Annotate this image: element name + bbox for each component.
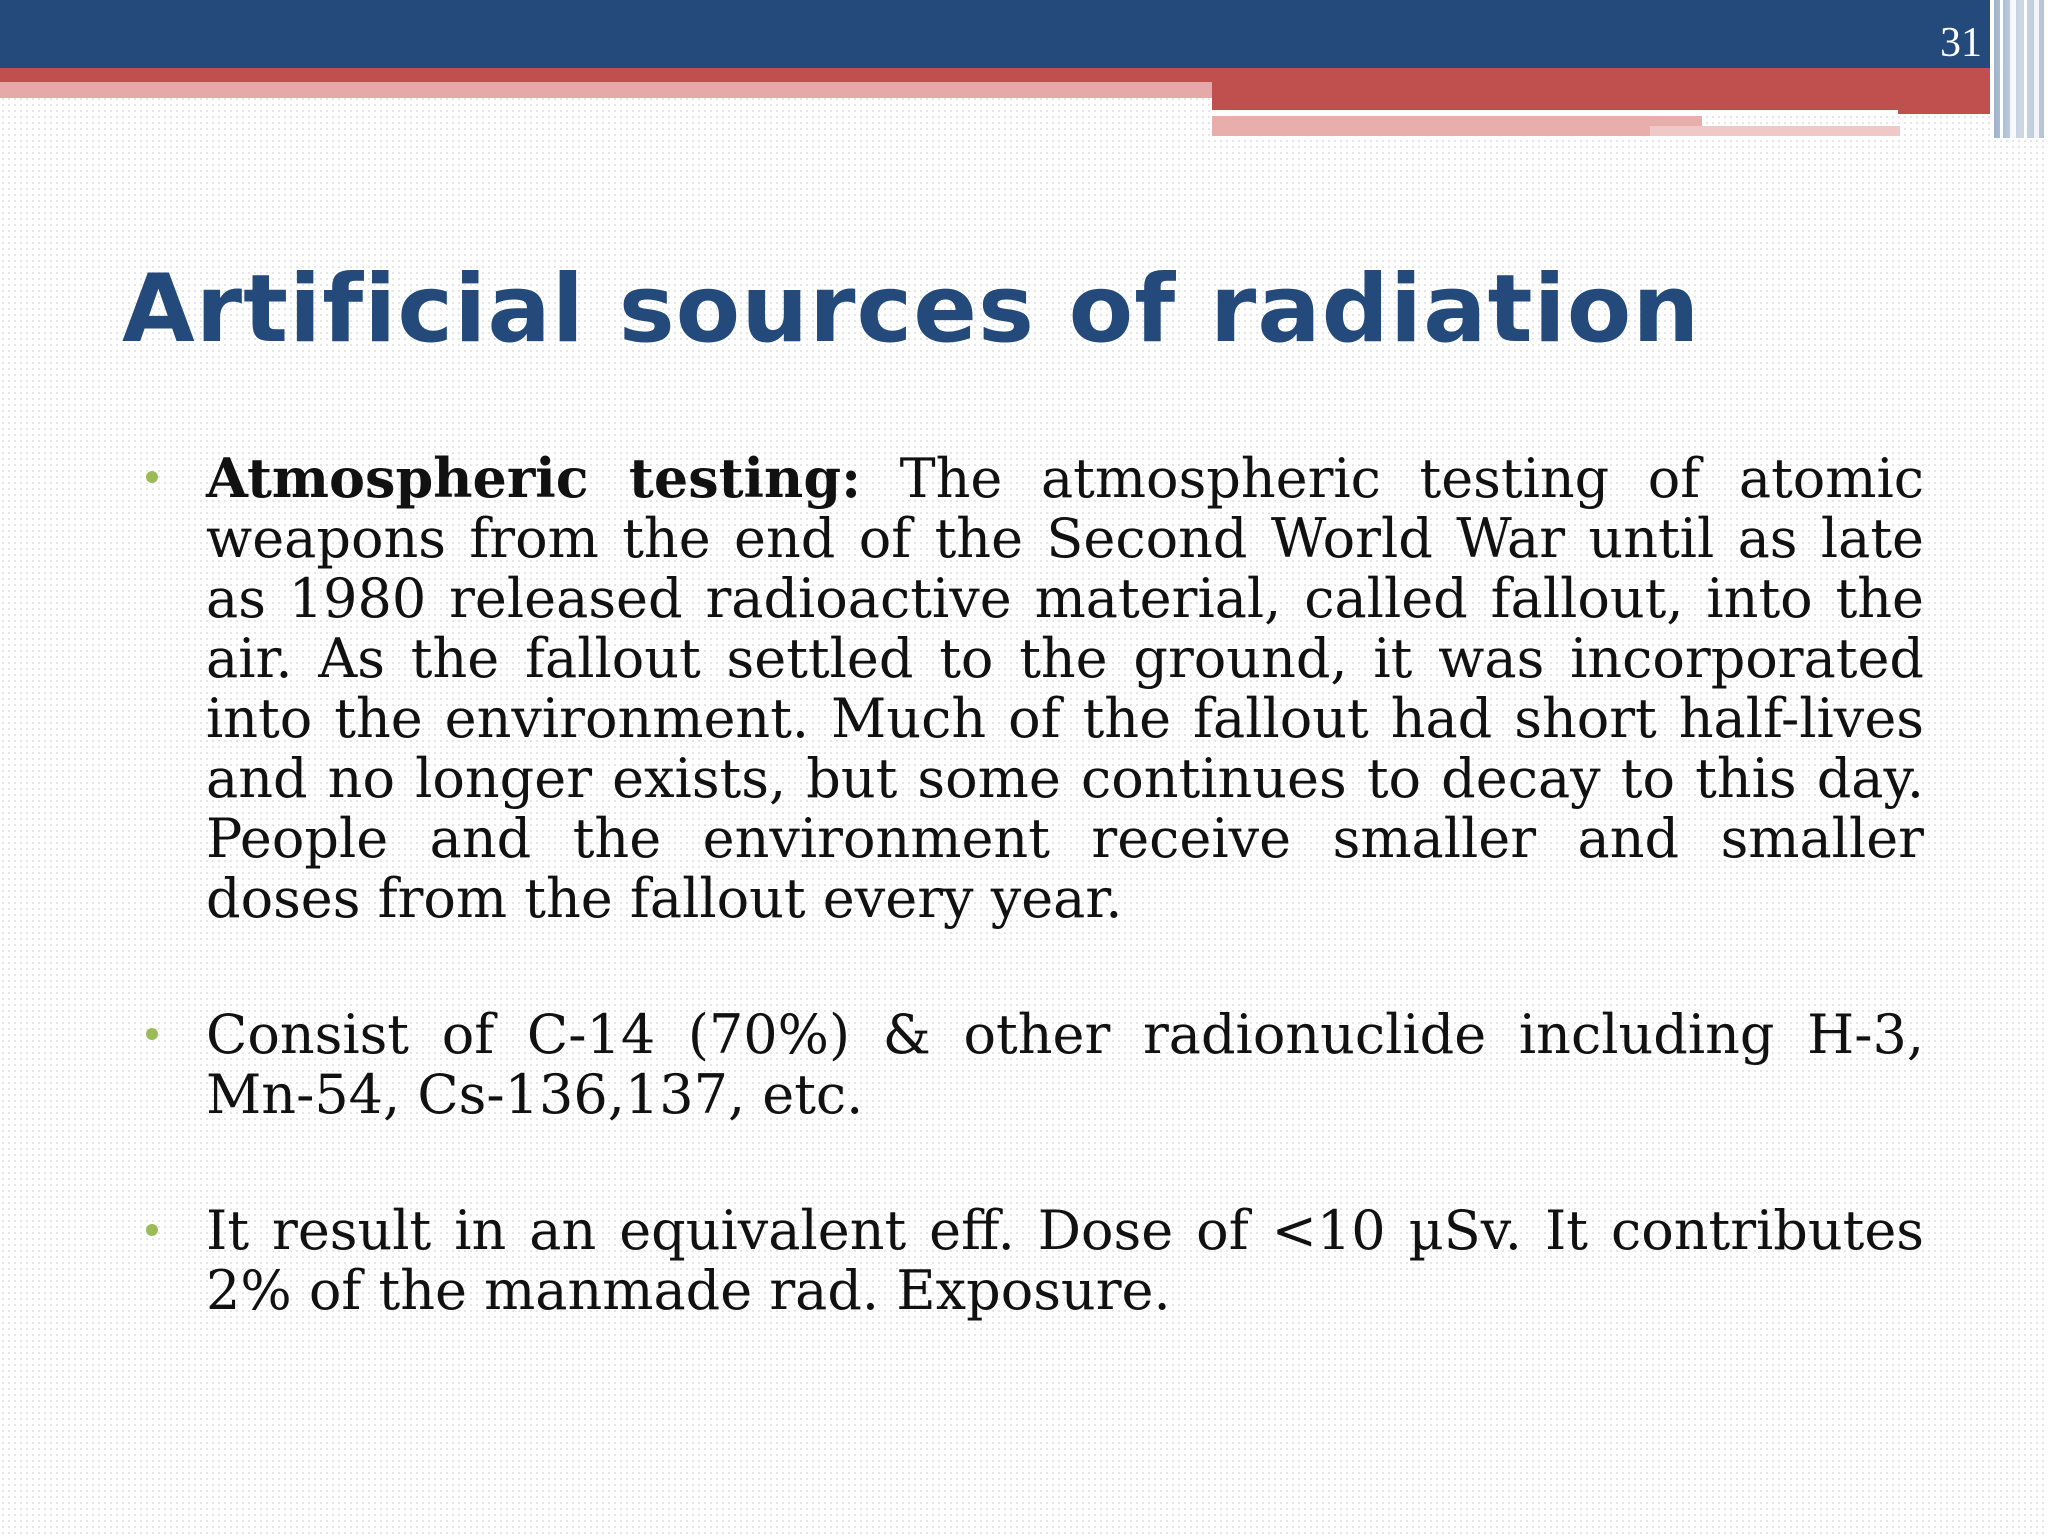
header-pink-block (1212, 114, 1702, 136)
header-vertical-line (1990, 0, 1994, 138)
bullet-lead: Atmospheric testing: (206, 446, 862, 510)
header-pink-tail (1650, 126, 1900, 136)
bullet-text: It result in an equivalent eff. Dose of <10 µSv. It contributes 2% of the manmade rad. Exposure. (206, 1199, 1924, 1322)
bullet-list (146, 448, 1924, 1321)
bullet-dot-icon (146, 1224, 158, 1236)
header-blue-bar (0, 0, 2048, 68)
bullet-item (146, 1005, 1924, 1125)
header-red-bar (0, 68, 1212, 82)
bullet-item (146, 448, 1924, 929)
header-vertical-line (2024, 0, 2027, 138)
page-number: 31 (1940, 20, 1982, 66)
header-vertical-line (2044, 0, 2048, 138)
header-vertical-line (2010, 0, 2016, 138)
bullet-item (146, 1201, 1924, 1321)
header-red-block (1212, 68, 2002, 114)
slide-title: Artificial sources of radiation (122, 255, 1701, 364)
bullet-text: The atmospheric testing of atomic weapons from the end of the Second World War until as late as 1980 released radioactive material, called fallout, into the air. As the fallout settled to the ground, it was incorporated into the environment. Much of the fallout had short half-lives and no longer exists, but some continues to decay to this day. People and the environment receive smaller and smaller doses from the fallout every year. (206, 447, 1925, 930)
bullet-dot-icon (146, 1028, 158, 1040)
header-white-line (1212, 110, 1898, 116)
header-vertical-line (2034, 0, 2039, 138)
bullet-dot-icon (146, 471, 158, 483)
header-pink-bar (0, 82, 1212, 98)
bullet-text: Consist of C-14 (70%) & other radionuclide including H-3, Mn-54, Cs-136,137, etc. (206, 1003, 1924, 1126)
header-vertical-line (2000, 0, 2003, 138)
